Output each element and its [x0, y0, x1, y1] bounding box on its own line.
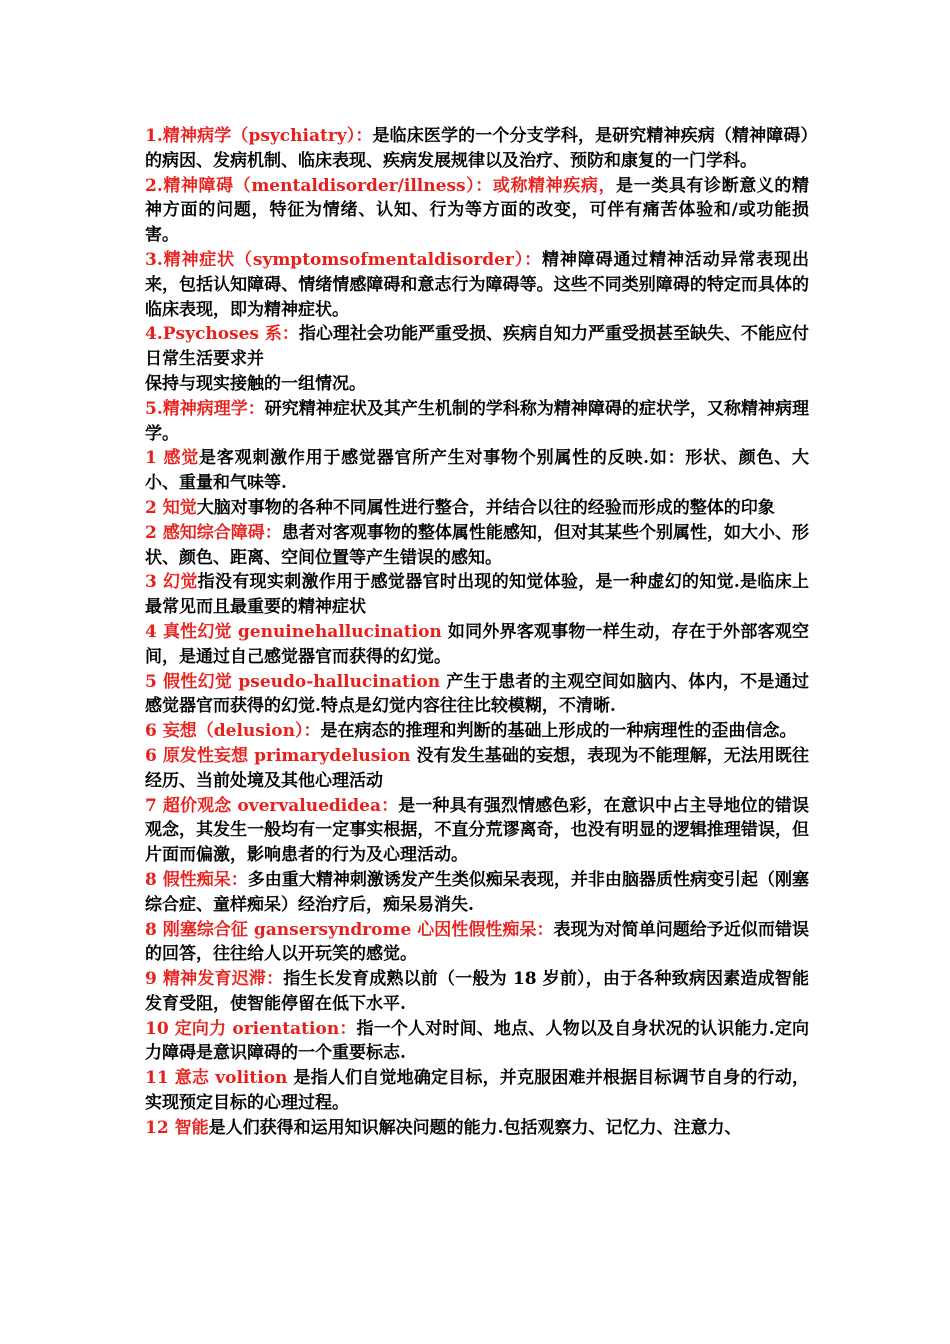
- entry-term: 4.Psychoses 系：: [145, 324, 299, 345]
- entry-ganser-syndrome: [145, 918, 809, 968]
- entry-term: 11 意志 volition: [145, 1068, 288, 1089]
- entry-overvalued-idea: [145, 794, 809, 868]
- entry-term: 8 假性痴呆：: [145, 869, 248, 890]
- entry-term: 1.精神病学（psychiatry）：: [145, 126, 373, 146]
- entry-text: 是一种具有强烈情感色彩，在意识中占主导地位的错误观念，其发生一般均有一定事实根据，不直分荒谬离奇，也没有明显的逻辑推理错误，但片面而偏激，影响患者的行为及心理活动。: [145, 795, 809, 866]
- entry-primary-delusion: [145, 744, 809, 794]
- entry-pseudo-hallucination: [145, 670, 809, 720]
- entry-term: 2 感知综合障碍：: [145, 522, 282, 543]
- entry-pseudodementia: [145, 868, 809, 918]
- entry-text: 是在病态的推理和判断的基础上形成的一种病理性的歪曲信念。: [320, 721, 797, 742]
- entry-term: 10 定向力 orientation：: [145, 1018, 357, 1039]
- entry-text: 研究精神症状及其产生机制的学科称为精神障碍的症状学，又称精神病理学。: [145, 398, 809, 444]
- entry-term: 12 智能: [145, 1117, 209, 1138]
- entry-volition: [145, 1066, 809, 1116]
- entry-mental-disorder: [145, 174, 809, 248]
- entry-genuine-hallucination: [145, 620, 809, 670]
- entry-perception: [145, 496, 809, 521]
- entry-term: 6 妄想（delusion）：: [145, 721, 321, 742]
- entry-intelligence: [145, 1116, 809, 1141]
- entry-text: 精神障碍通过精神活动异常表现出来，包括认知障碍、情绪情感障碍和意志行为障碍等。这些不同类别障碍的特定而具体的临床表现，即为精神症状。: [145, 249, 809, 320]
- entry-psychosensory-disturbance: [145, 521, 809, 571]
- entry-orientation: [145, 1017, 809, 1067]
- entry-text: 是临床医学的一个分支学科，是研究精神疾病（精神障碍）的病因、发病机制、临床表现、疾病发展规律以及治疗、预防和康复的一门学科。: [145, 126, 809, 171]
- entry-text: 患者对客观事物的整体属性能感知，但对其某些个别属性，如大小、形状、颜色、距离、空间位置等产生错误的感知。: [145, 522, 810, 568]
- entry-mental-symptoms: [145, 248, 809, 322]
- entry-text: 是一类具有诊断意义的精神方面的问题，特征为情绪、认知、行为等方面的改变，可伴有痛苦体验和/或功能损害。: [145, 175, 810, 246]
- entry-text: 大脑对事物的各种不同属性进行整合，并结合以往的经验而形成的整体的印象: [196, 497, 775, 518]
- entry-term: 5 假性幻觉 pseudo-hallucination: [145, 671, 441, 692]
- entry-psychoses: [145, 322, 809, 396]
- entry-term: 4 真性幻觉 genuinehallucination: [145, 621, 442, 642]
- entry-psychopathology: [145, 397, 809, 447]
- entry-text: 是人们获得和运用知识解决问题的能力.包括观察力、记忆力、注意力、: [208, 1117, 742, 1138]
- definitions-list: [145, 124, 809, 1141]
- entry-text: 没有发生基础的妄想，表现为不能理解，无法用既往经历、当前处境及其他心理活动: [145, 745, 809, 791]
- entry-text: 指心理社会功能严重受损、疾病自知力严重受损甚至缺失、不能应付日常生活要求并: [145, 324, 810, 370]
- entry-sensation: [145, 446, 809, 496]
- entry-term: 8 刚塞综合征 gansersyndrome 心因性假性痴呆：: [145, 919, 554, 940]
- entry-text: 多由重大精神刺激诱发产生类似痴呆表现，并非由脑器质性病变引起（刚塞综合症、童样痴呆）经治疗后，痴呆易消失.: [145, 869, 810, 915]
- entry-term: 7 超价观念 overvaluedidea：: [145, 795, 399, 816]
- entry-text: 表现为对简单问题给予近似而错误的回答，往往给人以开玩笑的感觉。: [145, 919, 810, 965]
- entry-delusion: [145, 719, 809, 744]
- entry-term: 9 精神发育迟滞：: [145, 969, 284, 990]
- entry-text: 指生长发育成熟以前（一般为 18 岁前），由于各种致病因素造成智能发育受阻，使智能停留在低下水平.: [145, 969, 809, 1014]
- entry-mental-retardation: [145, 967, 809, 1017]
- entry-text-continued: 保持与现实接触的一组情况。: [145, 373, 366, 394]
- entry-term: 2.精神障碍（mentaldisorder/illness）：或称精神疾病，: [145, 175, 617, 196]
- entry-term: 3 幻觉: [145, 572, 198, 593]
- entry-term: 1 感觉: [145, 448, 200, 469]
- entry-term: 6 原发性妄想 primarydelusion: [145, 745, 411, 766]
- entry-text: 产生于患者的主观空间如脑内、体内，不是通过感觉器官而获得的幻觉.特点是幻觉内容往往比较模糊，不清晰.: [145, 671, 809, 717]
- entry-text: 是客观刺激作用于感觉器官所产生对事物个别属性的反映.如：形状、颜色、大小、重量和气味等.: [145, 448, 809, 494]
- entry-text: 指没有现实刺激作用于感觉器官时出现的知觉体验，是一种虚幻的知觉.是临床上最常见而且最重要的精神症状: [145, 572, 810, 618]
- entry-term: 2 知觉: [145, 497, 197, 518]
- entry-term: 5.精神病理学：: [145, 398, 265, 419]
- entry-text: 是指人们自觉地确定目标，并克服困难并根据目标调节自身的行动，实现预定目标的心理过程。: [145, 1068, 810, 1114]
- entry-psychiatry: [145, 124, 809, 174]
- entry-text: 如同外界客观事物一样生动，存在于外部客观空间，是通过自己感觉器官而获得的幻觉。: [145, 621, 809, 667]
- entry-term: 3.精神症状（symptomsofmentaldisorder）：: [145, 249, 543, 270]
- entry-text: 指一个人对时间、地点、人物以及自身状况的认识能力.定向力障碍是意识障碍的一个重要标志.: [145, 1018, 809, 1064]
- entry-hallucination: [145, 570, 809, 620]
